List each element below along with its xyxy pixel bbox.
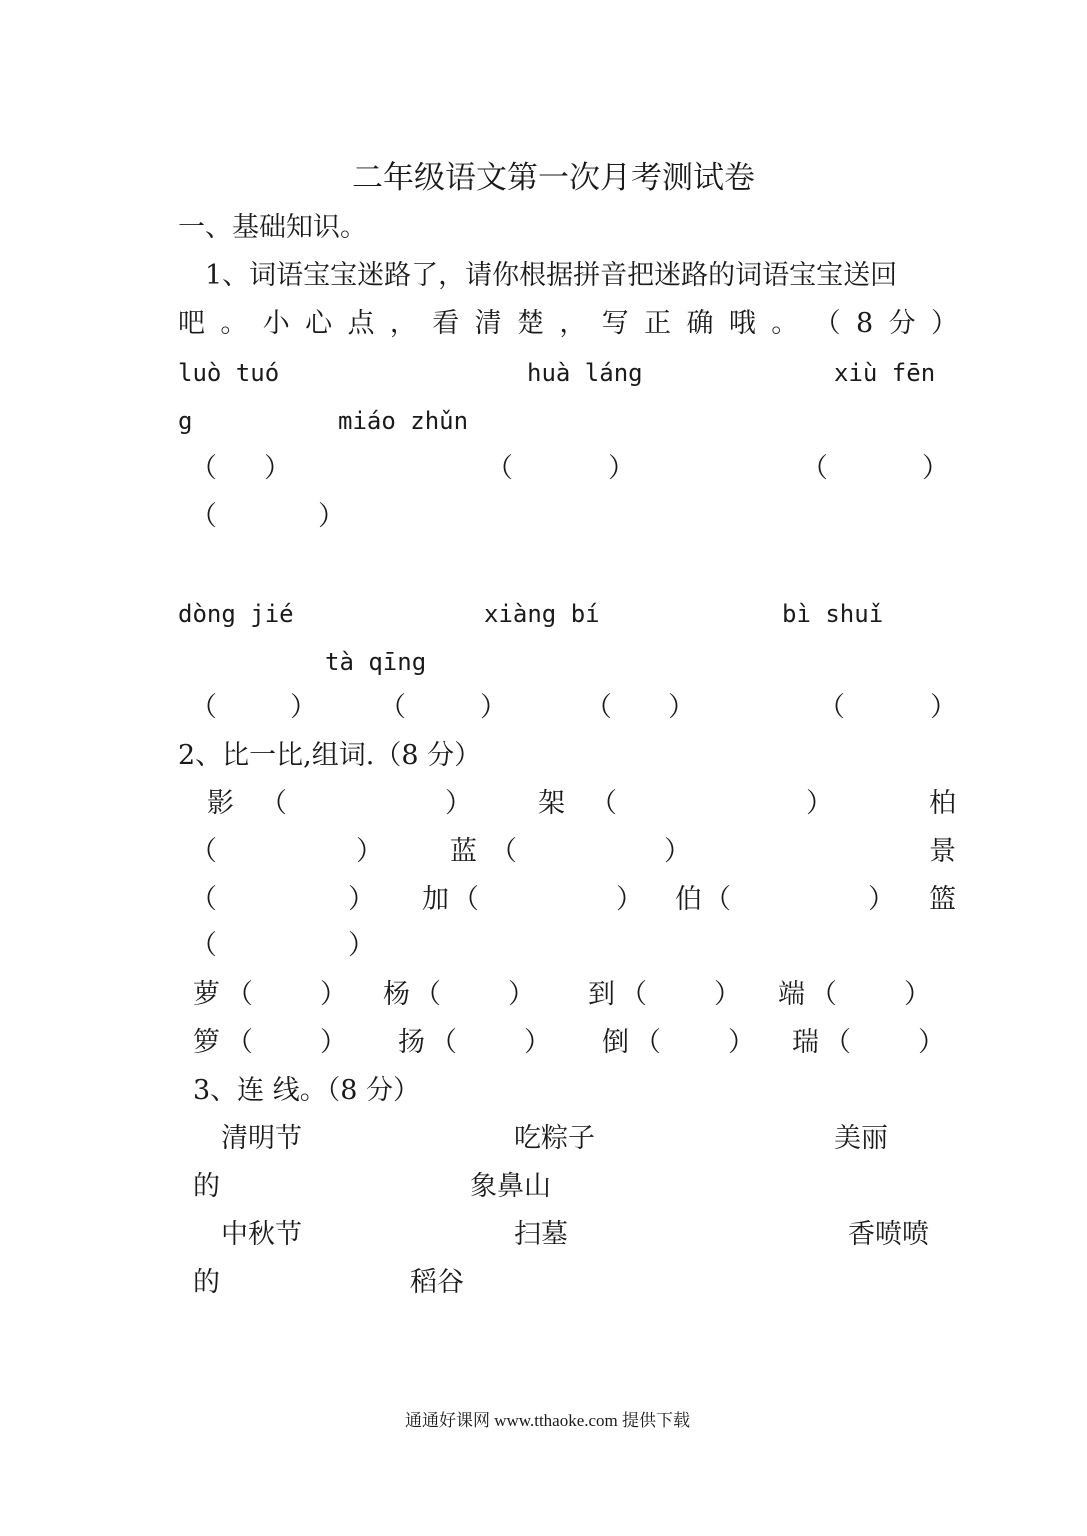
answer-paren-close: ） bbox=[356, 836, 383, 867]
page-title: 二年级语文第一次月考测试卷 bbox=[352, 160, 755, 196]
answer-paren-open: （ bbox=[490, 836, 517, 867]
pinyin-item: tà qīng bbox=[325, 648, 427, 676]
answer-paren-open: （ bbox=[190, 930, 217, 961]
char: 心 bbox=[305, 308, 333, 339]
answer-paren-open: （ bbox=[260, 788, 287, 819]
char-prompt: 伯 bbox=[675, 884, 702, 915]
match-item: 香喷喷 bbox=[848, 1219, 929, 1250]
char: 分 bbox=[888, 308, 916, 339]
pinyin-item: luò tuó bbox=[178, 359, 280, 387]
answer-paren-open: （ bbox=[590, 788, 617, 819]
char-prompt: 篮 bbox=[929, 884, 956, 915]
char: 8 bbox=[856, 308, 874, 339]
answer-paren-close: ） bbox=[320, 1027, 347, 1058]
answer-paren-open: （ bbox=[190, 836, 217, 867]
char: 哦 bbox=[728, 308, 756, 339]
char: 确 bbox=[686, 308, 714, 339]
answer-paren-close: ） bbox=[524, 1027, 551, 1058]
answer-paren-open: （ bbox=[824, 1027, 851, 1058]
answer-paren-open: （ bbox=[486, 453, 513, 484]
answer-paren-open: （ bbox=[801, 453, 828, 484]
pinyin-item: xiù fēn bbox=[834, 359, 936, 387]
answer-paren-close: ） bbox=[318, 501, 345, 532]
answer-paren-close: ） bbox=[445, 788, 472, 819]
pinyin-item: dòng jié bbox=[178, 600, 294, 628]
answer-paren-open: （ bbox=[452, 884, 479, 915]
answer-paren-open: （ bbox=[585, 692, 612, 723]
answer-paren-close: ） bbox=[480, 692, 507, 723]
match-item: 的 bbox=[193, 1171, 220, 1202]
char: 写 bbox=[601, 308, 629, 339]
answer-paren-open: （ bbox=[226, 979, 253, 1010]
char-prompt: 箩 bbox=[193, 1027, 220, 1058]
pinyin-item: huà láng bbox=[527, 359, 643, 387]
answer-paren-close: ） bbox=[264, 453, 291, 484]
match-item: 美丽 bbox=[834, 1123, 888, 1154]
answer-paren-close: ） bbox=[806, 788, 833, 819]
char: ） bbox=[930, 308, 958, 339]
match-item: 稻谷 bbox=[410, 1267, 464, 1298]
char: 。 bbox=[771, 308, 799, 339]
char-prompt: 柏 bbox=[929, 788, 956, 819]
answer-paren-open: （ bbox=[810, 979, 837, 1010]
char: 清 bbox=[474, 308, 502, 339]
answer-paren-close: ） bbox=[930, 692, 957, 723]
answer-paren-open: （ bbox=[190, 692, 217, 723]
answer-paren-close: ） bbox=[664, 836, 691, 867]
answer-paren-open: （ bbox=[620, 979, 647, 1010]
question-1-text-cont bbox=[178, 307, 958, 341]
answer-paren-close: ） bbox=[348, 884, 375, 915]
char-prompt: 杨 bbox=[383, 979, 410, 1010]
answer-paren-close: ） bbox=[868, 884, 895, 915]
pinyin-item: g bbox=[178, 407, 193, 435]
char: （ bbox=[813, 308, 841, 339]
char-prompt: 端 bbox=[778, 979, 805, 1010]
answer-paren-open: （ bbox=[379, 692, 406, 723]
char: 楚 bbox=[517, 308, 544, 339]
char: 。 bbox=[220, 308, 248, 339]
answer-paren-open: （ bbox=[226, 1027, 253, 1058]
pinyin-item: miáo zhǔn bbox=[338, 407, 469, 435]
page-footer: 通通好课网 www.tthaoke.com 提供下载 bbox=[405, 1411, 691, 1430]
answer-paren-close: ） bbox=[290, 692, 317, 723]
match-item: 象鼻山 bbox=[470, 1171, 551, 1202]
answer-paren-close: ） bbox=[508, 979, 535, 1010]
answer-paren-close: ） bbox=[348, 930, 375, 961]
answer-paren-open: （ bbox=[430, 1027, 457, 1058]
char-prompt: 景 bbox=[929, 836, 956, 867]
section-heading: 一、基础知识。 bbox=[178, 212, 367, 243]
answer-paren-open: （ bbox=[414, 979, 441, 1010]
char: 看 bbox=[432, 308, 460, 339]
char: 正 bbox=[644, 308, 672, 339]
pinyin-item: bì shuǐ bbox=[782, 600, 884, 628]
char-prompt: 架 bbox=[538, 788, 565, 819]
char: 小 bbox=[262, 308, 290, 339]
answer-paren-close: ） bbox=[904, 979, 931, 1010]
answer-paren-close: ） bbox=[616, 884, 643, 915]
char: 点 bbox=[347, 308, 375, 339]
answer-paren-close: ） bbox=[320, 979, 347, 1010]
answer-paren-open: （ bbox=[190, 453, 217, 484]
match-item: 中秋节 bbox=[221, 1219, 302, 1250]
match-item: 清明节 bbox=[221, 1123, 302, 1154]
char: ， bbox=[559, 308, 587, 339]
char-prompt: 扬 bbox=[398, 1027, 425, 1058]
answer-paren-open: （ bbox=[704, 884, 731, 915]
char-prompt: 加 bbox=[422, 884, 449, 915]
match-item: 吃粽子 bbox=[514, 1123, 595, 1154]
char-prompt: 影 bbox=[207, 788, 234, 819]
answer-paren-open: （ bbox=[818, 692, 845, 723]
answer-paren-close: ） bbox=[714, 979, 741, 1010]
char-prompt: 萝 bbox=[193, 979, 220, 1010]
answer-paren-close: ） bbox=[728, 1027, 755, 1058]
answer-paren-close: ） bbox=[608, 453, 635, 484]
answer-paren-close: ） bbox=[922, 453, 949, 484]
match-item: 的 bbox=[193, 1267, 220, 1298]
char-prompt: 到 bbox=[588, 979, 615, 1010]
char-prompt: 蓝 bbox=[450, 836, 477, 867]
question-3-heading: 3、连 线。（8 分） bbox=[193, 1075, 421, 1106]
match-item: 扫墓 bbox=[514, 1219, 568, 1250]
question-1-text: 1、词语宝宝迷路了，请你根据拼音把迷路的词语宝宝送回 bbox=[205, 260, 898, 291]
answer-paren-open: （ bbox=[190, 884, 217, 915]
answer-paren-close: ） bbox=[668, 692, 695, 723]
char: 吧 bbox=[178, 308, 205, 339]
answer-paren-open: （ bbox=[634, 1027, 661, 1058]
char-prompt: 瑞 bbox=[792, 1027, 819, 1058]
char-prompt: 倒 bbox=[602, 1027, 629, 1058]
answer-paren-open: （ bbox=[190, 501, 217, 532]
answer-paren-close: ） bbox=[918, 1027, 945, 1058]
pinyin-item: xiàng bí bbox=[484, 600, 600, 628]
question-2-heading: 2、比一比,组词.（8 分） bbox=[178, 740, 482, 771]
char: ， bbox=[389, 308, 417, 339]
